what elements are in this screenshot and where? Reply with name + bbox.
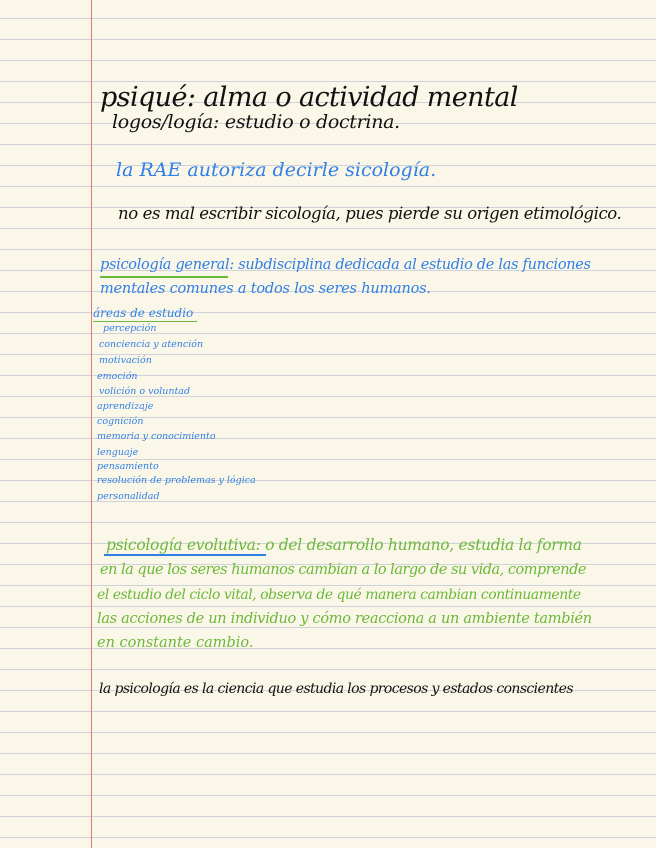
margin-line bbox=[91, 0, 92, 848]
general-definition-start: : subdisciplina dedicada al estudio de las funciones bbox=[229, 257, 591, 273]
psychology-definition: la psicología es la ciencia que estudia los procesos y estados conscientes bbox=[99, 681, 573, 697]
spelling-note: no es mal escribir sicología, pues pierde su origen etimológico. bbox=[118, 204, 622, 223]
area-item: lenguaje bbox=[97, 447, 139, 458]
etymology-line-1: psiqué: alma o actividad mental bbox=[100, 82, 518, 113]
area-item: aprendizaje bbox=[97, 401, 154, 412]
area-item: pensamiento bbox=[97, 461, 159, 472]
etymology-line-2: logos/logía: estudio o doctrina. bbox=[112, 111, 400, 133]
evolutiva-line-1 bbox=[106, 538, 582, 554]
areas-title: áreas de estudio bbox=[93, 306, 194, 320]
area-item: cognición bbox=[97, 416, 144, 427]
general-term: psicología general bbox=[100, 257, 230, 273]
area-item: conciencia y atención bbox=[99, 339, 204, 350]
areas-title-underline bbox=[93, 321, 197, 322]
evolutiva-line-2: en la que los seres humanos cambian a lo largo de su vida, comprende bbox=[100, 562, 586, 578]
general-definition-line-2: mentales comunes a todos los seres humanos. bbox=[100, 281, 431, 297]
rae-note: la RAE autoriza decirle sicología. bbox=[116, 159, 437, 181]
area-item: memoria y conocimiento bbox=[97, 431, 216, 442]
general-definition-line-1 bbox=[100, 258, 591, 273]
area-item: resolución de problemas y lógica bbox=[97, 475, 256, 486]
evolutiva-line-5: en constante cambio. bbox=[97, 635, 254, 651]
area-item: personalidad bbox=[97, 491, 160, 502]
evolutiva-definition-start: : o del desarrollo humano, estudia la forma bbox=[255, 536, 582, 554]
area-item: motivación bbox=[99, 355, 152, 366]
evolutiva-term-underline bbox=[104, 554, 266, 556]
area-item: emoción bbox=[97, 371, 138, 382]
evolutiva-term: psicología evolutiva bbox=[106, 536, 256, 554]
area-item: percepción bbox=[103, 323, 157, 334]
area-item: volición o voluntad bbox=[99, 386, 191, 397]
evolutiva-line-4: las acciones de un individuo y cómo reacciona a un ambiente también bbox=[97, 611, 592, 627]
general-term-underline bbox=[100, 276, 228, 278]
evolutiva-line-3: el estudio del ciclo vital, observa de qué manera cambian continuamente bbox=[97, 587, 581, 603]
